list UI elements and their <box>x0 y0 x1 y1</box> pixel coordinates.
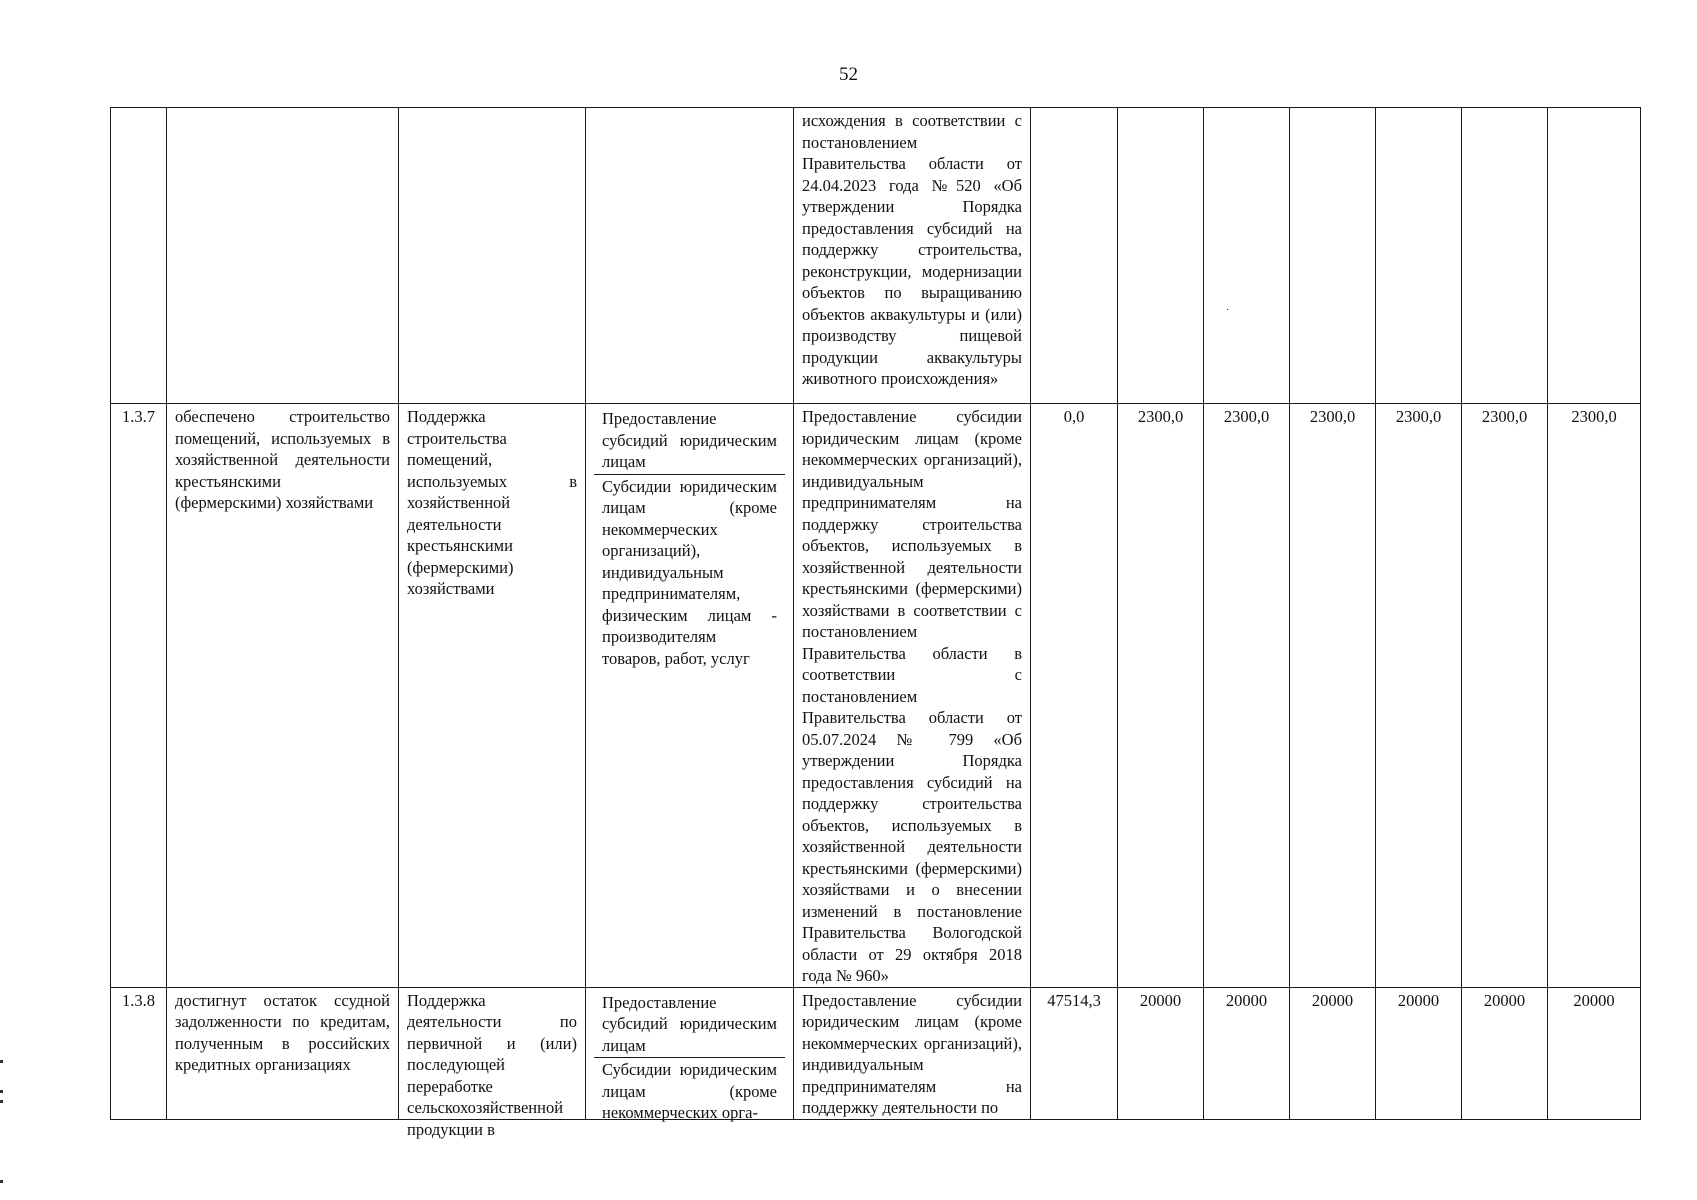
cell-value: 20000 <box>1118 987 1204 1120</box>
cell-value: 20000 <box>1290 987 1376 1120</box>
cell-event: Поддержка строительства помещений, используемых в хозяйственной деятельности крестьянскими (фермерскими) хозяйствами <box>399 404 586 988</box>
scan-artifact <box>0 1180 3 1183</box>
page-number: 52 <box>839 64 858 85</box>
cell-result <box>167 108 399 404</box>
cell-value: 2300,0 <box>1462 404 1548 988</box>
scan-artifact <box>0 1100 3 1103</box>
mechanism-description: Субсидии юридическим лицам (кроме некоммерческих орга- <box>602 1060 777 1122</box>
cell-mechanism <box>586 404 794 988</box>
cell-value <box>1548 108 1641 404</box>
mechanism-description: Субсидии юридическим лицам (кроме некоммерческих организаций), индивидуальным предпринимателям, физическим лицам - производителям товаров, работ, услуг <box>602 476 777 668</box>
mechanism-type: Предоставление субсидий юридическим лицам <box>594 406 785 475</box>
cell-event <box>399 987 586 1139</box>
cell-event <box>399 108 586 404</box>
scan-artifact <box>0 1090 3 1093</box>
legal-basis-text: Предоставление субсидии юридическим лицам (кроме некоммерческих организаций), индивидуальным предпринимателям на поддержку деятельности по <box>802 990 1022 1117</box>
cell-value: 2300,0 <box>1548 404 1641 988</box>
cell-value: 0,0 <box>1031 404 1118 988</box>
cell-value: 2300,0 <box>1290 404 1376 988</box>
cell-mechanism <box>586 108 794 404</box>
cell-result: достигнут остаток ссудной задолженности по кредитам, полученным в российских кредитных организациях <box>167 987 399 1120</box>
stray-mark: · <box>1226 305 1230 316</box>
cell-value <box>1204 108 1290 404</box>
event-text: Поддержка деятельности по первичной и (или) последующей переработке сельскохозяйственной продукции в <box>407 990 577 1139</box>
cell-value: 2300,0 <box>1118 404 1204 988</box>
cell-mechanism <box>586 987 794 1120</box>
cell-value <box>1031 108 1118 404</box>
table-row-continuation <box>111 108 1641 404</box>
cell-value: 20000 <box>1548 987 1641 1120</box>
cell-result: обеспечено строительство помещений, используемых в хозяйственной деятельности крестьянскими (фермерскими) хозяйствами <box>167 404 399 988</box>
cell-legal-basis <box>794 987 1031 1120</box>
cell-value: 2300,0 <box>1376 404 1462 988</box>
scan-artifact <box>0 1060 3 1063</box>
cell-value <box>1376 108 1462 404</box>
table-row <box>111 987 1641 1120</box>
mechanism-type: Предоставление субсидий юридическим лицам <box>594 990 785 1059</box>
cell-value <box>1462 108 1548 404</box>
cell-value <box>1118 108 1204 404</box>
cell-value: 47514,3 <box>1031 987 1118 1120</box>
cell-number <box>111 108 167 404</box>
cell-legal-basis: исхождения в соответствии с постановлением Правительства области от 24.04.2023 года №520 «Об утверждении Порядка предоставления субсидий на поддержку строительства, реконструкции, модернизации объектов по выращиванию объектов аквакультуры и (или) производству пищевой продукции аквакультуры животного происхождения» <box>794 108 1031 404</box>
row-number: 1.3.7 <box>111 404 167 988</box>
cell-value: 20000 <box>1376 987 1462 1120</box>
cell-value: 20000 <box>1462 987 1548 1120</box>
table-row <box>111 404 1641 988</box>
row-number: 1.3.8 <box>111 987 167 1120</box>
cell-legal-basis: Предоставление субсидии юридическим лицам (кроме некоммерческих организаций), индивидуальным предпринимателям на поддержку строительства объектов, используемых в хозяйственной деятельности крестьянскими (фермерскими) хозяйствами в соответствии с постановлением Правительства области в соответствии с постановлением Правительства области от 05.07.2024 № 799 «Об утверждении Порядка предоставления субсидий на поддержку строительства объектов, используемых в хозяйственной деятельности крестьянскими (фермерскими) хозяйствами и о внесении изменений в постановление Правительства Вологодской области от 29 октября 2018 года № 960» <box>794 404 1031 988</box>
cell-value: 20000 <box>1204 987 1290 1120</box>
program-activities-table <box>110 107 1641 1139</box>
cell-value: 2300,0 <box>1204 404 1290 988</box>
cell-value <box>1290 108 1376 404</box>
